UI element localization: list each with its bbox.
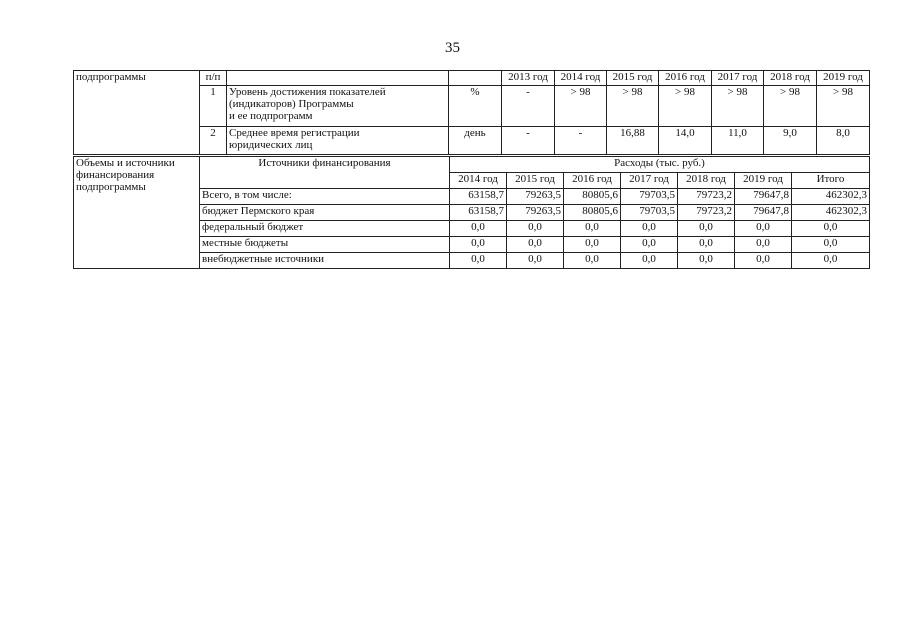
amount-cell: 0,0 bbox=[507, 253, 564, 269]
amount-cell: 0,0 bbox=[621, 221, 678, 237]
indicator-unit: % bbox=[449, 86, 502, 127]
indicator-name-header bbox=[227, 71, 449, 86]
row-number: 1 bbox=[200, 86, 227, 127]
amount-cell: 80805,6 bbox=[564, 205, 621, 221]
amount-cell: 0,0 bbox=[678, 237, 735, 253]
amount-cell: 462302,3 bbox=[792, 189, 870, 205]
year-header: 2019 год bbox=[817, 71, 870, 86]
year-header: 2013 год bbox=[502, 71, 555, 86]
year-header: 2019 год bbox=[735, 173, 792, 189]
year-header: 2018 год bbox=[764, 71, 817, 86]
amount-cell: 0,0 bbox=[792, 237, 870, 253]
year-header: 2015 год bbox=[507, 173, 564, 189]
indicator-value: > 98 bbox=[659, 86, 712, 127]
year-header: 2015 год bbox=[607, 71, 659, 86]
amount-cell: 79723,2 bbox=[678, 189, 735, 205]
amount-cell: 0,0 bbox=[621, 237, 678, 253]
amount-cell: 79723,2 bbox=[678, 205, 735, 221]
row-number: 2 bbox=[200, 127, 227, 155]
total-header: Итого bbox=[792, 173, 870, 189]
year-header: 2017 год bbox=[712, 71, 764, 86]
table-row bbox=[74, 127, 870, 155]
amount-cell: 80805,6 bbox=[564, 189, 621, 205]
indicator-value: > 98 bbox=[555, 86, 607, 127]
amount-cell: 79703,5 bbox=[621, 189, 678, 205]
amount-cell: 79647,8 bbox=[735, 189, 792, 205]
amount-cell: 0,0 bbox=[507, 237, 564, 253]
indicator-value: - bbox=[502, 127, 555, 155]
sources-header: Источники финансирования bbox=[200, 157, 450, 189]
indicator-value: > 98 bbox=[712, 86, 764, 127]
indicator-unit: день bbox=[449, 127, 502, 155]
amount-cell: 0,0 bbox=[735, 253, 792, 269]
amount-cell: 0,0 bbox=[450, 237, 507, 253]
indicators-table bbox=[73, 70, 870, 155]
amount-cell: 0,0 bbox=[450, 221, 507, 237]
amount-cell: 0,0 bbox=[507, 221, 564, 237]
amount-cell: 0,0 bbox=[735, 237, 792, 253]
amount-cell: 0,0 bbox=[450, 253, 507, 269]
year-header: 2014 год bbox=[555, 71, 607, 86]
year-header: 2018 год bbox=[678, 173, 735, 189]
financing-table bbox=[73, 156, 870, 269]
indicator-value: > 98 bbox=[607, 86, 659, 127]
expenses-header: Расходы (тыс. руб.) bbox=[450, 157, 870, 173]
amount-cell: 0,0 bbox=[564, 237, 621, 253]
source-name: бюджет Пермского края bbox=[200, 205, 450, 221]
page-number: 35 bbox=[445, 40, 460, 56]
amount-cell: 79263,5 bbox=[507, 205, 564, 221]
year-header: 2014 год bbox=[450, 173, 507, 189]
amount-cell: 79647,8 bbox=[735, 205, 792, 221]
section-label: подпрограммы bbox=[74, 71, 200, 86]
source-name: местные бюджеты bbox=[200, 237, 450, 253]
amount-cell: 63158,7 bbox=[450, 189, 507, 205]
indicator-value: 14,0 bbox=[659, 127, 712, 155]
indicator-value: > 98 bbox=[817, 86, 870, 127]
indicator-value: - bbox=[555, 127, 607, 155]
num-header: п/п bbox=[200, 71, 227, 86]
indicator-name: Среднее время регистрации юридических лиц bbox=[227, 127, 449, 155]
amount-cell: 0,0 bbox=[678, 221, 735, 237]
amount-cell: 79703,5 bbox=[621, 205, 678, 221]
financing-label: Объемы и источники финансирования подпрограммы bbox=[74, 157, 200, 269]
amount-cell: 0,0 bbox=[792, 253, 870, 269]
year-header: 2016 год bbox=[564, 173, 621, 189]
source-name: федеральный бюджет bbox=[200, 221, 450, 237]
indicator-value: 11,0 bbox=[712, 127, 764, 155]
amount-cell: 63158,7 bbox=[450, 205, 507, 221]
amount-cell: 0,0 bbox=[564, 221, 621, 237]
amount-cell: 0,0 bbox=[678, 253, 735, 269]
amount-cell: 0,0 bbox=[792, 221, 870, 237]
year-header: 2016 год bbox=[659, 71, 712, 86]
amount-cell: 0,0 bbox=[735, 221, 792, 237]
unit-header bbox=[449, 71, 502, 86]
amount-cell: 462302,3 bbox=[792, 205, 870, 221]
amount-cell: 79263,5 bbox=[507, 189, 564, 205]
indicator-value: 9,0 bbox=[764, 127, 817, 155]
indicator-value: 16,88 bbox=[607, 127, 659, 155]
amount-cell: 0,0 bbox=[564, 253, 621, 269]
indicator-value: 8,0 bbox=[817, 127, 870, 155]
indicator-value: - bbox=[502, 86, 555, 127]
year-header: 2017 год bbox=[621, 173, 678, 189]
source-name: Всего, в том числе: bbox=[200, 189, 450, 205]
indicator-value: > 98 bbox=[764, 86, 817, 127]
indicator-name: Уровень достижения показателей (индикаторов) Программы и ее подпрограмм bbox=[227, 86, 449, 127]
source-name: внебюджетные источники bbox=[200, 253, 450, 269]
amount-cell: 0,0 bbox=[621, 253, 678, 269]
table-row bbox=[74, 86, 870, 127]
